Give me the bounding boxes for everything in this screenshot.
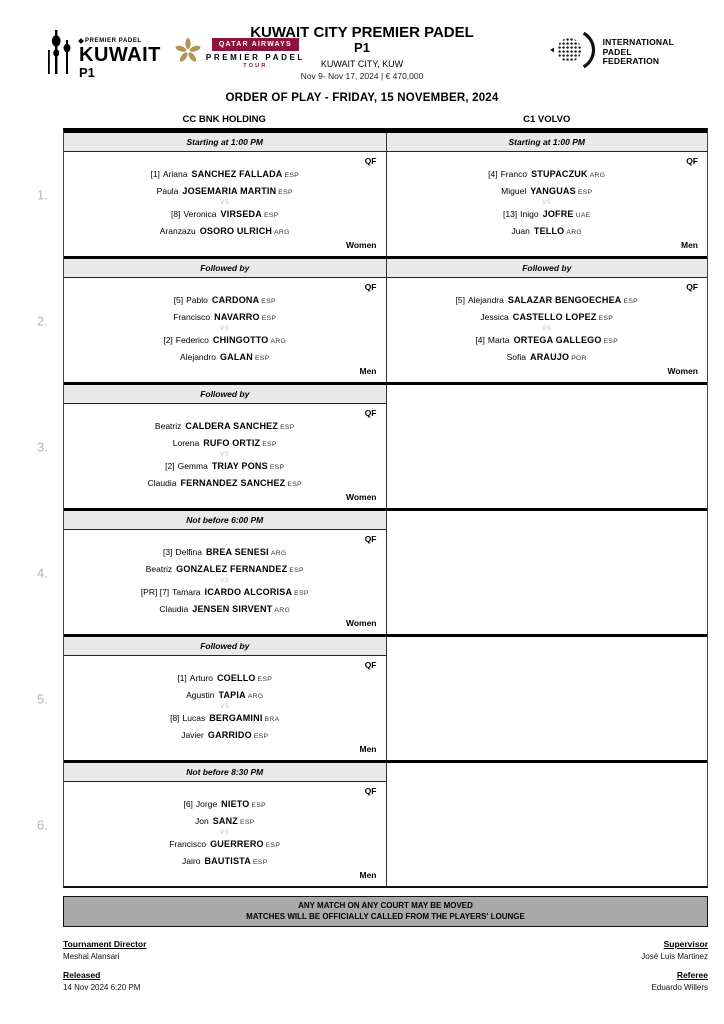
player-line: [73, 419, 377, 436]
player-first-name: Tamara: [172, 587, 201, 597]
officials: [63, 931, 708, 993]
player-last-name: YANGUAS: [530, 185, 576, 196]
player-first-name: Lucas: [182, 713, 206, 723]
player-country: ESP: [240, 818, 255, 826]
qatar-airways-box: QATAR AIRWAYS: [212, 38, 299, 51]
player-line: [73, 602, 377, 619]
player-country: ARG: [589, 172, 606, 179]
player-first-name: Lorena: [172, 437, 200, 448]
player-last-name: GUERRERO: [210, 839, 264, 849]
player-first-name: Marta: [487, 335, 510, 345]
player-last-name: BERGAMINI: [209, 713, 263, 723]
schedule-bar: [64, 133, 386, 152]
kuwait-logo-tier: P1: [79, 65, 95, 80]
player-first-name: Francisco: [173, 311, 211, 322]
player-line: [73, 293, 377, 310]
player-first-name: Miguel: [501, 185, 527, 196]
schedule-label: Starting at 1:00 PM: [186, 137, 264, 147]
player-last-name: ICARDO ALCORISA: [204, 587, 293, 597]
event-title: KUWAIT CITY PREMIER PADEL: [250, 24, 474, 41]
category-label: Women: [345, 618, 377, 628]
player-line: [73, 167, 377, 184]
player-seed: [1]: [150, 169, 160, 179]
order-of-play-title: ORDER OF PLAY - FRIDAY, 15 NOVEMBER, 2024: [225, 92, 499, 104]
player-last-name: TRIAY PONS: [211, 461, 268, 471]
match-row: [37, 256, 707, 382]
round-label: QF: [364, 786, 377, 796]
schedule-label: Not before 8:30 PM: [186, 767, 264, 777]
schedule-bar: [387, 133, 708, 152]
schedule-label: Not before 6:00 PM: [186, 515, 264, 525]
player-line: [73, 224, 377, 241]
teams-block: [73, 545, 377, 618]
match-body: [387, 152, 708, 256]
player-country: ARG: [247, 692, 264, 700]
row-number: 4.: [37, 565, 48, 580]
player-first-name: Jorge: [195, 799, 218, 809]
teams-block: [73, 167, 377, 240]
player-country: ESP: [287, 480, 302, 488]
player-last-name: FERNANDEZ SANCHEZ: [180, 477, 286, 488]
teams-block: [73, 293, 377, 366]
player-last-name: STUPACZUK: [531, 169, 588, 179]
player-line: [73, 688, 377, 705]
court-cell-right: [386, 637, 708, 760]
player-first-name: Arturo: [189, 673, 213, 683]
player-last-name: OSORO ULRICH: [199, 225, 273, 236]
player-first-name: Federico: [175, 335, 209, 345]
court-cell-left: [64, 637, 386, 760]
player-country: ESP: [280, 424, 295, 431]
row-number: 6.: [37, 817, 48, 832]
player-last-name: GARRIDO: [207, 729, 252, 740]
header: [0, 0, 724, 81]
vs-label: VS: [542, 200, 552, 206]
match-body: [64, 782, 386, 886]
court-cell-left: [64, 763, 386, 886]
notice-line-1: ANY MATCH ON ANY COURT MAY BE MOVED: [298, 901, 473, 910]
teams-block: [73, 671, 377, 744]
teams-block: [73, 797, 377, 870]
schedule-bar: [64, 637, 386, 656]
category-label: Women: [345, 240, 377, 250]
player-country: ESP: [263, 212, 279, 219]
court-header-row: [63, 114, 708, 125]
player-first-name: Jon: [194, 815, 209, 826]
player-line: [73, 814, 377, 831]
player-first-name: Aranzazu: [159, 225, 196, 236]
player-line: [396, 350, 699, 367]
player-last-name: GALAN: [219, 351, 253, 362]
schedule-label: Starting at 1:00 PM: [508, 137, 586, 147]
match-body: [64, 278, 386, 382]
player-first-name: Veronica: [183, 209, 217, 219]
schedule-bar: [64, 259, 386, 278]
event-location: KUWAIT CITY, KUW: [320, 59, 404, 70]
category-label: Women: [667, 366, 698, 376]
player-last-name: TAPIA: [218, 689, 246, 700]
player-last-name: JOFRE: [542, 209, 574, 219]
player-line: [396, 310, 699, 327]
ipf-line-1: INTERNATIONAL: [602, 36, 674, 47]
player-line: [73, 476, 377, 493]
match-body: [64, 530, 386, 634]
player-country: ARG: [274, 606, 291, 614]
player-line: [73, 333, 377, 350]
player-seed: [1]: [177, 673, 187, 683]
player-country: ESP: [261, 314, 277, 322]
court-cell-right: [386, 763, 708, 886]
match-body: [64, 656, 386, 760]
row-number: 3.: [37, 439, 48, 454]
player-line: [73, 436, 377, 453]
vs-label: VS: [220, 704, 230, 710]
player-country: UAE: [575, 212, 591, 219]
player-last-name: JENSEN SIRVENT: [192, 603, 273, 614]
player-country: ESP: [289, 566, 304, 574]
player-line: [73, 459, 377, 476]
match-body: [387, 278, 708, 382]
player-country: ESP: [251, 802, 267, 809]
player-line: [73, 585, 377, 602]
round-label: QF: [364, 660, 377, 670]
player-line: [73, 728, 377, 745]
player-country: ESP: [261, 298, 276, 305]
player-last-name: GONZALEZ FERNANDEZ: [176, 563, 288, 574]
category-label: Men: [359, 870, 377, 880]
player-seed: [5]: [455, 295, 465, 305]
player-country: ARG: [270, 338, 287, 345]
round-label: QF: [364, 534, 377, 544]
player-first-name: Paula: [156, 185, 179, 196]
category-label: Men: [359, 366, 377, 376]
round-label: QF: [364, 408, 377, 418]
released-datetime: 14 Nov 2024 6:20 PM: [63, 982, 141, 992]
vs-label: VS: [220, 326, 230, 332]
court-cell-left: [64, 133, 386, 256]
match-row: [37, 133, 707, 256]
player-seed: [2]: [163, 335, 173, 345]
player-seed: [6]: [183, 799, 193, 809]
player-first-name: Juan: [511, 225, 530, 236]
court-name-right: C1 VOLVO: [523, 114, 571, 125]
court-cell-left: [64, 511, 386, 634]
match-body: [64, 404, 386, 508]
round-label: QF: [686, 282, 698, 292]
court-cell-right: [386, 385, 708, 508]
schedule-label: Followed by: [200, 389, 250, 399]
supervisor-label: Supervisor: [663, 939, 708, 949]
ipf-ball-icon: [550, 30, 598, 75]
tournament-director-name: Meshal Alansari: [63, 952, 120, 962]
player-country: ESP: [265, 842, 281, 849]
player-last-name: SALAZAR BENGOECHEA: [507, 295, 622, 305]
player-first-name: Pablo: [186, 295, 208, 305]
player-line: [73, 854, 377, 871]
player-last-name: ARAUJO: [530, 351, 570, 362]
schedule-label: Followed by: [200, 641, 250, 651]
player-line: [73, 207, 377, 224]
player-country: ARG: [274, 228, 290, 236]
supervisor-name: José Luis Martinez: [641, 952, 708, 962]
player-first-name: Alejandro: [180, 351, 216, 362]
player-first-name: Claudia: [159, 603, 189, 614]
teams-block: [73, 419, 377, 492]
vs-label: VS: [220, 452, 230, 458]
match-row: [37, 382, 707, 508]
player-country: ESP: [577, 188, 593, 196]
player-last-name: NAVARRO: [214, 311, 260, 322]
player-last-name: CARDONA: [211, 295, 260, 305]
premier-padel-mark: PREMIER PADEL: [79, 38, 161, 44]
match-row: [37, 508, 707, 634]
player-seed: [5]: [173, 295, 184, 305]
released-label: Released: [63, 969, 101, 980]
officials-left: [63, 931, 146, 993]
round-label: QF: [364, 282, 377, 292]
player-line: [396, 207, 699, 224]
schedule-label: Followed by: [200, 263, 250, 273]
player-first-name: Gemma: [177, 461, 208, 471]
row-number: 5.: [37, 691, 48, 706]
row-number: 1.: [37, 187, 48, 202]
teams-block: [396, 167, 699, 240]
player-line: [73, 310, 377, 327]
court-cell-right: [386, 259, 708, 382]
player-line: [396, 184, 699, 201]
notice-bar: [63, 896, 708, 927]
player-last-name: BREA SENESI: [205, 547, 269, 557]
row-number: 2.: [37, 313, 48, 328]
player-line: [73, 350, 377, 367]
player-first-name: Alejandra: [467, 295, 504, 305]
referee-label: Referee: [676, 969, 708, 980]
category-label: Women: [345, 492, 377, 502]
player-line: [73, 562, 377, 579]
schedule-bar: [64, 511, 386, 530]
court-name-left: CC BNK HOLDING: [182, 114, 266, 125]
schedule-bar: [64, 763, 386, 782]
court-cell-right: [386, 511, 708, 634]
vs-label: VS: [220, 200, 230, 206]
player-first-name: Francisco: [169, 839, 207, 849]
vs-label: VS: [220, 578, 230, 584]
player-line: [73, 671, 377, 688]
player-seed: [4]: [488, 169, 498, 179]
player-seed: [3]: [163, 547, 173, 557]
player-line: [73, 711, 377, 728]
kuwait-logo-name: KUWAIT: [79, 44, 161, 66]
match-body: [64, 152, 386, 256]
player-last-name: CALDERA SANCHEZ: [185, 421, 279, 431]
player-first-name: Javier: [181, 729, 204, 740]
category-label: Men: [359, 744, 377, 754]
player-seed: [4]: [475, 335, 485, 345]
player-last-name: ORTEGA GALLEGO: [513, 335, 602, 345]
player-country: ESP: [252, 858, 268, 866]
player-last-name: SANZ: [212, 815, 238, 826]
court-cell-left: [64, 259, 386, 382]
player-first-name: Ariana: [162, 169, 188, 179]
player-line: [73, 184, 377, 201]
match-row: [37, 634, 707, 760]
ipf-line-2: PADEL: [602, 46, 632, 57]
round-label: QF: [686, 156, 698, 166]
event-tier: P1: [354, 40, 370, 56]
event-dates-prize: Nov 9- Nov 17, 2024 | € 470,000: [300, 70, 424, 81]
player-last-name: VIRSEDA: [220, 209, 262, 219]
qatar-tour: TOUR: [243, 62, 268, 69]
player-country: ESP: [294, 590, 309, 597]
player-first-name: Jairo: [182, 855, 201, 866]
schedule-bar: [64, 385, 386, 404]
player-country: ESP: [603, 338, 619, 345]
ipf-logo-text: [603, 38, 674, 67]
player-country: ARG: [566, 228, 583, 236]
schedule-label: Followed by: [522, 263, 572, 273]
player-first-name: Jessica: [480, 311, 509, 322]
player-first-name: Beatriz: [145, 563, 173, 574]
schedule-bar: [387, 259, 708, 278]
player-seed: [8]: [171, 209, 181, 219]
vs-label: VS: [542, 326, 552, 332]
category-label: Men: [681, 240, 698, 250]
player-line: [73, 837, 377, 854]
player-country: POR: [571, 354, 587, 362]
player-line: [396, 333, 699, 350]
player-line: [73, 545, 377, 562]
ipf-logo: [550, 30, 674, 75]
player-seed: [2]: [165, 461, 175, 471]
player-first-name: Beatriz: [154, 421, 182, 431]
player-country: ESP: [257, 676, 273, 683]
player-first-name: Delfina: [175, 547, 202, 557]
player-seed: [13]: [502, 209, 518, 219]
referee-name: Eduardo Willers: [651, 982, 708, 992]
player-first-name: Inigo: [520, 209, 539, 219]
player-last-name: JOSEMARIA MARTIN: [182, 185, 277, 196]
teams-block: [396, 293, 699, 366]
court-cell-left: [64, 385, 386, 508]
player-last-name: COELLO: [216, 673, 256, 683]
player-first-name: Claudia: [147, 477, 177, 488]
player-line: [396, 224, 699, 241]
player-country: ESP: [269, 464, 285, 471]
qatar-premier-padel: PREMIER PADEL: [205, 52, 305, 62]
court-cell-right: [386, 133, 708, 256]
match-row: [37, 760, 707, 886]
player-country: ESP: [623, 298, 638, 305]
player-first-name: Franco: [500, 169, 528, 179]
player-country: ESP: [278, 188, 293, 196]
tournament-director-label: Tournament Director: [63, 939, 147, 949]
player-first-name: Agustin: [186, 689, 215, 700]
player-last-name: CASTELLO LOPEZ: [512, 311, 597, 322]
player-last-name: CHINGOTTO: [212, 335, 269, 345]
player-country: BRA: [264, 716, 280, 723]
schedule-table: [37, 128, 708, 888]
player-country: ESP: [284, 172, 300, 179]
player-last-name: RUFO ORTIZ: [203, 437, 261, 448]
round-label: QF: [364, 156, 377, 166]
player-last-name: BAUTISTA: [204, 855, 251, 866]
player-last-name: SANCHEZ FALLADA: [191, 169, 283, 179]
player-country: ESP: [262, 440, 277, 448]
ipf-line-3: FEDERATION: [602, 56, 660, 67]
player-country: ESP: [253, 732, 269, 740]
player-line: [396, 293, 699, 310]
player-line: [396, 167, 699, 184]
player-country: ARG: [270, 550, 287, 557]
officials-right: [641, 931, 708, 993]
vs-label: VS: [220, 830, 230, 836]
player-country: ESP: [254, 354, 270, 362]
player-first-name: Sofia: [506, 351, 526, 362]
player-line: [73, 797, 377, 814]
player-country: ESP: [598, 314, 614, 322]
player-seed: [PR] [7]: [140, 587, 170, 597]
notice-line-2: MATCHES WILL BE OFFICIALLY CALLED FROM THE PLAYERS' LOUNGE: [246, 912, 525, 921]
player-seed: [8]: [170, 713, 180, 723]
player-last-name: TELLO: [533, 225, 565, 236]
player-last-name: NIETO: [221, 799, 250, 809]
